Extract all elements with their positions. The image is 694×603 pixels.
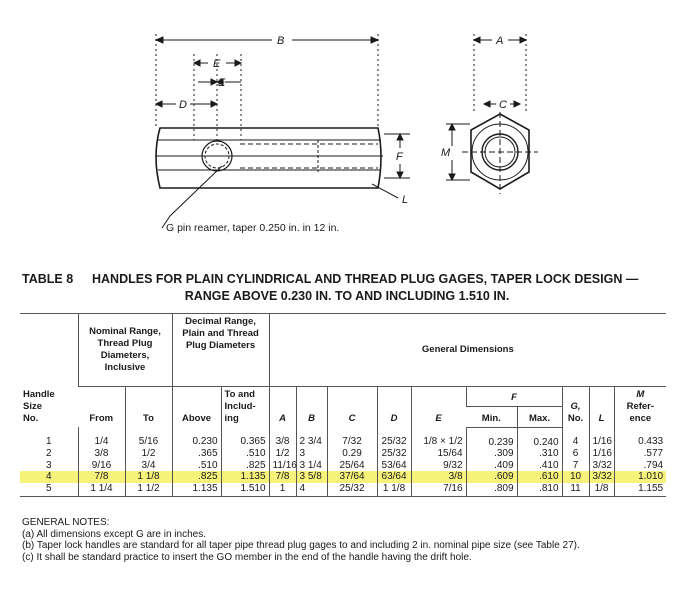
header-e: E: [411, 387, 466, 428]
cell-size: 1: [45, 436, 52, 448]
cell-e: 1/8 × 1/2: [411, 427, 466, 448]
table-title: [22, 271, 672, 305]
dim-label-b: B: [277, 35, 285, 47]
header-d: D: [377, 387, 411, 428]
cell-f-max: .610: [517, 471, 562, 483]
header-b: B: [296, 387, 327, 428]
cell-d: 25/32: [377, 448, 411, 460]
cell-c: 25/32: [327, 483, 377, 497]
cell-from: 3/8: [78, 448, 125, 460]
cell-m: .794: [614, 460, 666, 472]
cell-b: 3 5/8: [296, 471, 327, 483]
cell-from: 1/4: [78, 427, 125, 448]
cell-from: 1 1/4: [78, 483, 125, 497]
dimensions-table: [20, 313, 666, 497]
header-handle-size: Handle Size No.: [20, 314, 78, 428]
cell-from: 9/16: [78, 460, 125, 472]
cell-size: 4: [20, 471, 78, 483]
cell-c: 37/64: [327, 471, 377, 483]
cell-to-incl: .825: [221, 460, 269, 472]
cell-above: .365: [172, 448, 221, 460]
cell-f-max: .310: [517, 448, 562, 460]
cell-d: 1 1/8: [377, 483, 411, 497]
general-notes: [22, 517, 672, 563]
cell-a: 1: [269, 483, 296, 497]
cell-l: 3/32: [589, 460, 614, 472]
cell-e: 9/32: [411, 460, 466, 472]
cell-f-max: .410: [517, 460, 562, 472]
header-m: M Refer- ence: [614, 387, 666, 428]
cell-l: 1/16: [589, 448, 614, 460]
header-l: L: [589, 387, 614, 428]
handle-drawing: [0, 0, 694, 245]
header-from: From: [89, 413, 114, 424]
dim-label-d: D: [179, 99, 187, 111]
cell-to: 1 1/8: [125, 471, 172, 483]
cell-size: 5: [20, 483, 78, 497]
header-a: A: [269, 387, 296, 428]
cell-f-max: 0.240: [517, 427, 562, 448]
cell-m: .577: [614, 448, 666, 460]
dim-label-e-inner: E: [218, 77, 226, 89]
table-number: TABLE 8: [22, 272, 74, 286]
cell-g: 6: [562, 448, 589, 460]
header-decimal-range: Decimal Range, Plain and Thread Plug Diameters: [172, 314, 269, 387]
cell-size: 3: [45, 459, 52, 471]
cell-above: .510: [172, 460, 221, 472]
note-b: (b) Taper lock handles are standard for all taper pipe thread plug gages to and including 2 in. nominal pipe size (see Table 27).: [22, 540, 580, 551]
header-general-dimensions: General Dimensions: [269, 314, 666, 387]
cell-c: 7/32: [327, 427, 377, 448]
cell-to: 5/16: [125, 427, 172, 448]
table-row: [20, 483, 666, 497]
cell-c: 0.29: [327, 448, 377, 460]
header-to-including: To and Includ- ing: [221, 387, 269, 428]
header-above: Above: [172, 387, 221, 428]
cell-f-max: .810: [517, 483, 562, 497]
cell-g: 4: [562, 427, 589, 448]
cell-m: 1.155: [614, 483, 666, 497]
cell-f-min: .309: [466, 448, 517, 460]
header-f-min: Min.: [466, 407, 517, 427]
dim-label-f: F: [396, 151, 403, 163]
cell-f-min: .809: [466, 483, 517, 497]
table-row: [20, 427, 666, 448]
table-title-line2: RANGE ABOVE 0.230 IN. TO AND INCLUDING 1.510 IN.: [184, 289, 510, 303]
dim-label-e-outer: E: [213, 58, 221, 70]
cell-l: 1/16: [589, 427, 614, 448]
note-a: (a) All dimensions except G are in inches.: [22, 528, 206, 540]
cell-d: 25/32: [377, 427, 411, 448]
cell-above: 0.230: [172, 427, 221, 448]
cell-a: 3/8: [269, 427, 296, 448]
cell-to-incl: 1.510: [221, 483, 269, 497]
cell-f-min: .409: [466, 460, 517, 472]
cell-f-min: .609: [466, 471, 517, 483]
cell-b: 4: [296, 483, 327, 497]
header-f: F: [466, 387, 562, 407]
cell-a: 7/8: [269, 471, 296, 483]
note-c: (c) It shall be standard practice to insert the GO member in the end of the handle having the drift hole.: [22, 551, 472, 563]
cell-c: 25/64: [327, 460, 377, 472]
cell-d: 63/64: [377, 471, 411, 483]
dim-label-l: L: [402, 194, 409, 206]
dim-label-c: C: [499, 99, 507, 111]
header-f-max: Max.: [517, 407, 562, 427]
header-c: C: [327, 387, 377, 428]
cell-e: 15/64: [411, 448, 466, 460]
cell-e: 3/8: [411, 471, 466, 483]
cell-above: .825: [172, 471, 221, 483]
cell-g: 7: [562, 460, 589, 472]
table-title-line1: HANDLES FOR PLAIN CYLINDRICAL AND THREAD PLUG GAGES, TAPER LOCK DESIGN —: [92, 272, 639, 286]
cell-b: 3: [296, 448, 327, 460]
cell-f-min: 0.239: [466, 427, 517, 448]
table-row: [20, 448, 666, 460]
cell-a: 1/2: [269, 448, 296, 460]
header-to: To: [125, 387, 172, 428]
cell-m: 0.433: [614, 427, 666, 448]
cell-m: 1.010: [614, 471, 666, 483]
cell-l: 3/32: [589, 471, 614, 483]
table-row: [20, 460, 666, 472]
dim-label-m: M: [441, 147, 451, 159]
cell-b: 2 3/4: [296, 427, 327, 448]
cell-a: 11/16: [269, 460, 296, 472]
cell-to-incl: 1.135: [221, 471, 269, 483]
cell-above: 1.135: [172, 483, 221, 497]
cell-b: 3 1/4: [296, 460, 327, 472]
cell-to: 1 1/2: [125, 483, 172, 497]
notes-heading: GENERAL NOTES:: [22, 517, 110, 528]
dim-label-a: A: [496, 35, 504, 47]
header-g: G, No.: [562, 387, 589, 428]
cell-e: 7/16: [411, 483, 466, 497]
cell-to-incl: 0.365: [221, 427, 269, 448]
cell-size: 2: [45, 448, 52, 459]
header-nominal-range: Nominal Range, Thread Plug Diameters, Inclusive: [78, 314, 172, 387]
cell-to: 1/2: [125, 448, 172, 460]
cell-g: 11: [562, 483, 589, 497]
cell-to-incl: .510: [221, 448, 269, 460]
cell-to: 3/4: [125, 460, 172, 472]
cell-d: 53/64: [377, 460, 411, 472]
reamer-note: G pin reamer, taper 0.250 in. in 12 in.: [166, 222, 340, 234]
cell-from: 7/8: [78, 471, 125, 483]
cell-g: 10: [562, 471, 589, 483]
table-row: [20, 471, 666, 483]
cell-l: 1/8: [589, 483, 614, 497]
